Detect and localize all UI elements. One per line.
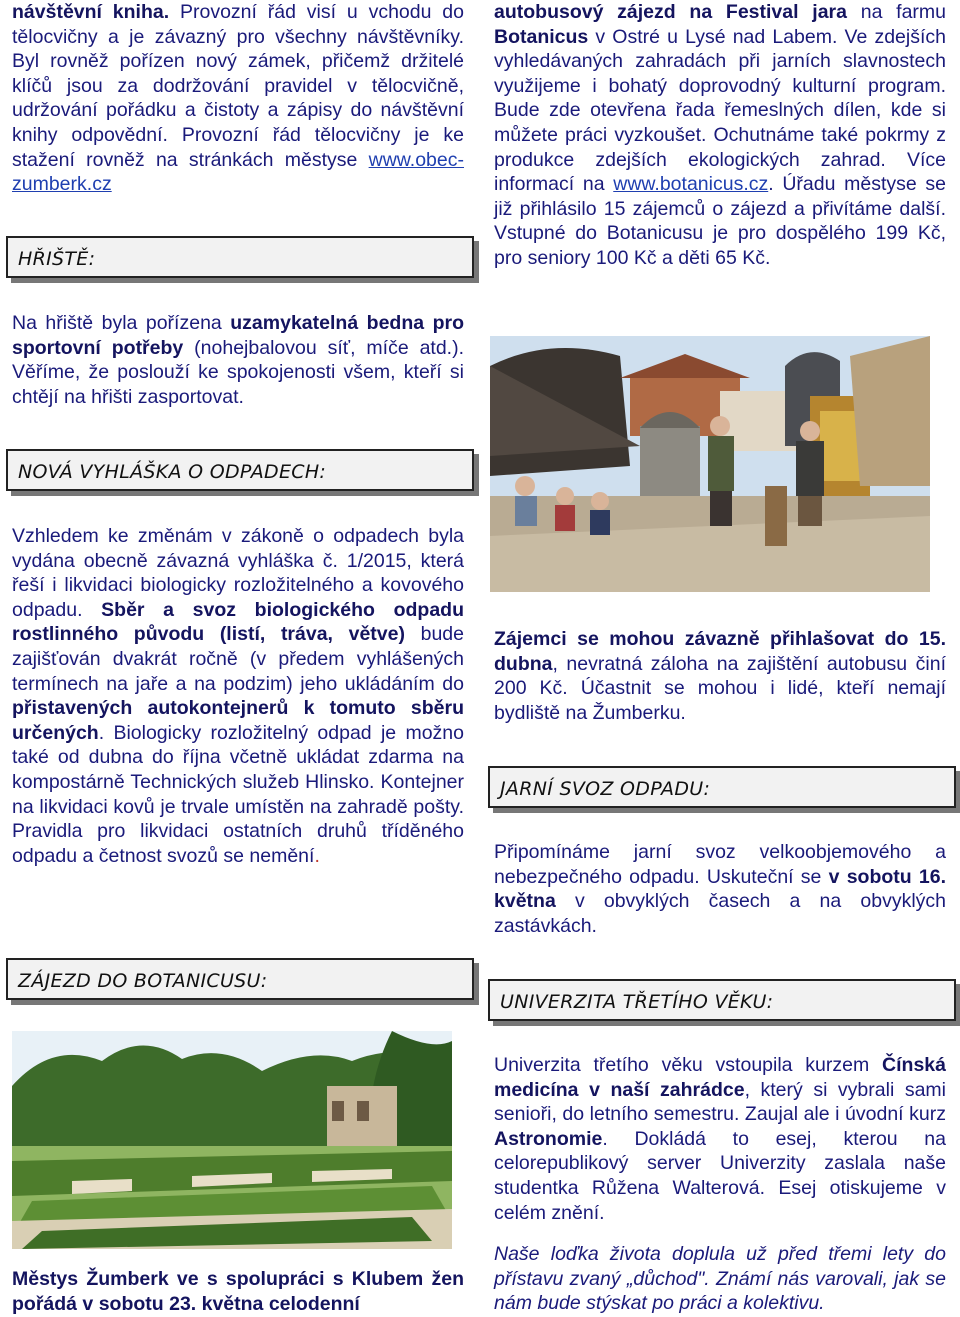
- registration-text: , nevratná záloha na zajištění autobusu činí 200 Kč. Účastnit se mohou i lidé, kteří nemají bydliště na Žumberku.: [494, 652, 946, 724]
- playground-paragraph: [12, 311, 464, 409]
- botanicus-details-paragraph: [494, 0, 946, 271]
- ordinance-text-3: . Biologicky rozložitelný odpad je možno také od dubna do října včetně ukládat zdarma na kompostárně Technických služeb Hlinsko. Kontejner na likvidaci kovů je trvale umístěn na zahradě pošty. Pravidla pro likvidaci ostatních druhů tříděného odpadu a četnost svozů se nemění: [12, 721, 464, 867]
- botanicus-trip-heading: ZÁJEZD DO BOTANICUSU:: [6, 958, 474, 1000]
- registration-bold: Zájemci se mohou závazně přihlašovat do 15. dubna: [494, 628, 946, 675]
- obec-zumberk-link[interactable]: www.obec-zumberk.cz: [12, 148, 464, 196]
- university-heading: UNIVERZITA TŘETÍHO VĚKU:: [488, 979, 956, 1021]
- festival-bold: autobusový zájezd na Festival jara: [494, 1, 847, 23]
- spring-waste-paragraph: [494, 840, 946, 938]
- playground-text-2: (nohejbalovou síť, míče atd.). Věříme, že poslouží ke spokojenosti všem, kteří si chtějí na hřišti zasportovat.: [12, 336, 465, 408]
- spring-waste-heading: JARNÍ SVOZ ODPADU:: [488, 766, 956, 808]
- playground-bold: uzamykatelná bedna pro sportovní potřeby: [12, 312, 464, 359]
- university-bold-2: Astronomie: [494, 1127, 603, 1150]
- botanicus-intro-bold: Městys Žumberk ve s spolupráci s Klubem žen pořádá v sobotu 23. května celodenní: [12, 1268, 464, 1315]
- gym-rules-text: Provozní řád visí u vchodu do tělocvičny a je závazný pro všechny návštěvníky. Byl rovněž pořízen nový zámek, přičemž držitelé klíčů jsou za dodržování pravidel v tělocvičně, udržování pořádku a čistoty a zápisy do návštěvní knihy odpovědní. Provozní řád tělocvičny je ke stažení rovněž na stránkách městyse: [12, 1, 464, 171]
- ordinance-period: .: [314, 844, 320, 867]
- spring-waste-bold: v sobotu 16. května: [494, 865, 947, 913]
- university-paragraph: [494, 1053, 946, 1225]
- university-text-2: , který si vybrali sami senioři, do letního semestru. Zaujal ale i úvodní kurz: [494, 1078, 946, 1126]
- festival-text-3: . Úřadu městyse se již přihlásilo 15 zájemců o zájezd a přivítáme další. Vstupné do Botanicusu je pro dospělého 199 Kč, pro seniory 100 Kč a děti 65 Kč.: [494, 173, 946, 269]
- botanicus-bold: Botanicus: [494, 25, 589, 48]
- registration-paragraph: [494, 627, 946, 725]
- ordinance-text-2: bude zajišťován dvakrát ročně (v předem vyhlášených termínech na jaře a na podzim) jeho ukládáním do: [12, 623, 464, 695]
- playground-heading: HŘIŠTĚ:: [6, 236, 474, 278]
- festival-photo: [490, 336, 930, 592]
- spring-waste-text-1: Připomínáme jarní svoz velkoobjemového a nebezpečného odpadu. Uskuteční se: [494, 841, 946, 888]
- botanicus-intro-paragraph: [12, 1267, 464, 1316]
- university-bold-1: Čínská medicína v naší zahrádce: [494, 1054, 946, 1101]
- waste-ordinance-heading: NOVÁ VYHLÁŠKA O ODPADECH:: [6, 449, 474, 491]
- university-text-1: Univerzita třetího věku vstoupila kurzem: [494, 1054, 883, 1076]
- ordinance-text-1: Vzhledem ke změnám v zákoně o odpadech byla vydána obecně závazná vyhláška č. 1/2015, která řeší i likvidaci biologicky rozložitelného a kovového odpadu.: [12, 525, 464, 621]
- spring-waste-text-2: v obvyklých časech a na obvyklých zastávkách.: [494, 890, 946, 937]
- guestbook-bold: návštěvní kniha.: [12, 1, 170, 23]
- botanicus-link[interactable]: www.botanicus.cz: [613, 173, 769, 196]
- festival-text-1: na farmu: [846, 1, 946, 23]
- playground-text-1: Na hřiště byla pořízena: [12, 312, 231, 334]
- essay-italic-paragraph: Naše loďka života doplula už před třemi lety do přístavu zvaný „důchod". Známí nás varovali, jak se nám bude stýskat po práci a kolektivu.: [494, 1243, 946, 1315]
- ordinance-bold-2: přistavených autokontejnerů k tomuto sběru určených: [12, 697, 464, 744]
- garden-photo: [12, 1031, 452, 1249]
- gym-rules-paragraph: [12, 0, 464, 197]
- university-text-3: . Dokládá to esej, kterou na celorepublikový server Univerzity zaslala naše studentka Růžena Walterová. Esej otiskujeme v celém znění.: [494, 1127, 946, 1224]
- ordinance-bold-1: Sběr a svoz biologického odpadu rostlinného původu (listí, tráva, větve): [12, 598, 464, 646]
- waste-ordinance-paragraph: [12, 524, 464, 868]
- festival-text-2: v Ostré u Lysé nad Labem. Ve zdejších vyhledávaných zahradách při jarních slavnostech využijeme i bohatý doprovodný kulturní program. Bude zde otevřena řada řemeslných dílen, kde si můžete práci vyzkoušet. Ochutnáme také pokrmy z produkce zdejších ekologických zahrad. Více informací na: [494, 25, 946, 196]
